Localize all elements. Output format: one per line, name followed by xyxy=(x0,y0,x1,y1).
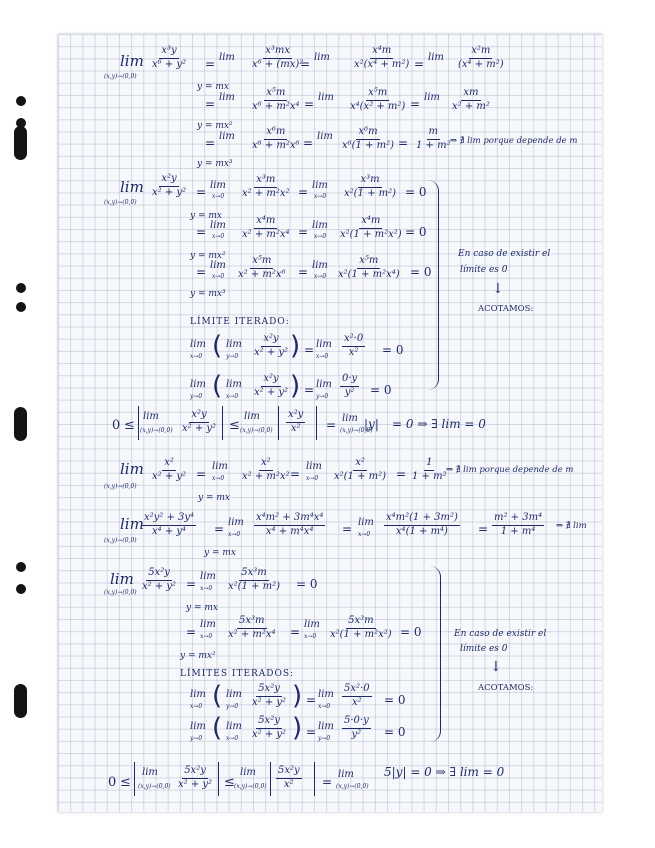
inner-limit-sub: y→0 xyxy=(226,703,239,710)
ex5-r1-0: $\frac{\text{5x³m}}{\text{x²(1 + m²)}}$ xyxy=(228,567,281,592)
ex2-bound-g: $\frac{\text{x²y}}{\text{x²}}$ xyxy=(288,409,304,434)
inner-limit-sub: x→0 xyxy=(226,393,239,400)
ex1-sub: (x,y)→(0,0) xyxy=(104,73,137,80)
right-paren: ) xyxy=(290,331,301,361)
lim-label: lim xyxy=(358,517,374,528)
limit-subscript: x→0 xyxy=(304,633,317,640)
outer-limit-sub: y→0 xyxy=(190,393,203,400)
limit-subscript: (x,y)→(0,0) xyxy=(234,783,267,790)
ex2-r3-0: $\frac{\text{x⁵m}}{\text{x² + m²x⁶}}$ xyxy=(238,255,286,280)
lim-label: lim xyxy=(210,180,226,191)
lim-label: lim xyxy=(318,689,334,700)
binder-hole xyxy=(16,302,26,312)
ex4-r1: $\frac{\text{x⁴m²(1 + 3m²)}}{\text{x⁴(1 + m⁴)}}$ xyxy=(386,512,458,537)
ex1-eq: = xyxy=(205,57,216,71)
equals-sign: = xyxy=(414,57,425,71)
zero-result: = 0 xyxy=(296,577,318,591)
equals-sign: = xyxy=(306,693,317,707)
abs-bar xyxy=(134,762,135,796)
ex2-acotamos: ACOTAMOS: xyxy=(478,304,534,314)
lim-label: lim xyxy=(428,52,444,63)
lim-label: lim xyxy=(219,131,235,142)
le-sign: ≤ xyxy=(229,418,240,433)
lim-label: lim xyxy=(424,92,440,103)
ex3-r0: $\frac{\text{x²}}{\text{x² + m²x²}}$ xyxy=(242,457,290,482)
left-paren: ( xyxy=(212,331,223,361)
lim-label: lim xyxy=(212,461,228,472)
equals-sign: = xyxy=(306,725,317,739)
lim-label: lim xyxy=(312,180,328,191)
left-paren: ( xyxy=(212,713,223,743)
lim-label: lim xyxy=(240,767,256,778)
ex2-it2-inner: $\frac{\text{x²y}}{\text{x² + y²}}$ xyxy=(254,373,289,398)
ex3-sub: (x,y)→(0,0) xyxy=(104,483,137,490)
lim-label: lim xyxy=(143,411,159,422)
equals-sign: = xyxy=(196,265,207,279)
right-paren: ) xyxy=(290,371,301,401)
ex3-lim: lim xyxy=(120,460,144,478)
limit-subscript: x→0 xyxy=(314,233,327,240)
ex5-r2-1: $\frac{\text{5x³m}}{\text{x²(1 + m²x²)}}$ xyxy=(330,615,392,640)
left-paren: ( xyxy=(212,371,223,401)
ex2-path2: y = mx² xyxy=(190,251,226,261)
ex2-r2-0: $\frac{\text{x⁴m}}{\text{x² + m²x⁴}}$ xyxy=(242,215,290,240)
abs-bar xyxy=(270,762,271,796)
lim-label: lim xyxy=(190,721,206,732)
down-arrow-icon: ↓ xyxy=(490,659,502,675)
limit-subscript: x→0 xyxy=(200,585,213,592)
ex1-conclusion: ⇒ ∄ lim porque depende de m xyxy=(450,136,578,146)
ex4-path: y = mx xyxy=(204,548,236,558)
ex5-bound-g: $\frac{\text{5x²y}}{\text{x²}}$ xyxy=(278,765,300,790)
ex2-r1-0: $\frac{\text{x³m}}{\text{x² + m²x²}}$ xyxy=(242,174,290,199)
lim-label: lim xyxy=(226,689,242,700)
outer-limit-sub: y→0 xyxy=(316,393,329,400)
ex2-r1-1: $\frac{\text{x³m}}{\text{x²(1 + m²)}}$ xyxy=(344,174,397,199)
ex1-path3: y = mx³ xyxy=(197,159,233,169)
binder-hole xyxy=(14,126,27,160)
zero-result: = 0 xyxy=(384,725,406,739)
abs-bar xyxy=(278,406,279,440)
ex3-r1: $\frac{\text{x²}}{\text{x²(1 + m²)}}$ xyxy=(334,457,387,482)
equals-sign: = xyxy=(298,265,309,279)
ex1-r1-lim: lim xyxy=(219,52,235,63)
ex2-brace xyxy=(428,180,439,390)
binder-hole xyxy=(16,283,26,293)
ex2-it2-result: $\frac{0\cdot y}{\text{y²}}$ xyxy=(342,373,358,398)
limit-subscript: x→0 xyxy=(212,273,225,280)
abs-bar xyxy=(222,406,223,440)
ex2-lim: lim xyxy=(120,178,144,196)
equals-sign: = xyxy=(290,625,301,639)
abs-y: |y| xyxy=(364,417,379,431)
lim-label: lim xyxy=(318,721,334,732)
equals-sign: = xyxy=(186,577,197,591)
lim-label: lim xyxy=(244,411,260,422)
lim-label: lim xyxy=(316,379,332,390)
equals-sign: = xyxy=(290,467,301,481)
down-arrow-icon: ↓ xyxy=(492,281,504,297)
lim-label: lim xyxy=(306,461,322,472)
ex2-note-line2: límite es 0 xyxy=(460,265,508,275)
ex5-path2: y = mx² xyxy=(180,651,216,661)
binder-hole xyxy=(16,96,26,106)
abs-bar xyxy=(138,406,139,440)
equals-sign: = xyxy=(298,225,309,239)
ex1-path2: y = mx² xyxy=(197,121,233,131)
ex2-path3: y = mx³ xyxy=(190,289,226,299)
ex4-function: $\frac{\text{x²y² + 3y⁴}}{\text{x⁴ + y⁴}}$ xyxy=(144,512,195,537)
ex5-it2-result: $\frac{5\cdot 0\cdot y}{\text{y²}}$ xyxy=(344,715,369,740)
limit-subscript: x→0 xyxy=(314,273,327,280)
equals-sign: = xyxy=(396,467,407,481)
abs-bar xyxy=(316,406,317,440)
lim-label: lim xyxy=(317,131,333,142)
limit-subscript: x→0 xyxy=(314,193,327,200)
equals-sign: = xyxy=(196,467,207,481)
ex3-conclusion: ⇒ ∄ lim porque depende de m xyxy=(446,465,574,475)
ex1-function: $\frac{\text{x³y}}{\text{x⁶ + y²}}$ xyxy=(152,45,187,70)
equals-sign: = xyxy=(196,185,207,199)
lim-label: lim xyxy=(200,619,216,630)
lim-label: lim xyxy=(342,413,358,424)
ex1-lim: lim xyxy=(120,52,144,70)
ex4-conclusion: ⇒ ∄ lim xyxy=(556,521,587,531)
lim-label: lim xyxy=(190,339,206,350)
ex5-sub: (x,y)→(0,0) xyxy=(104,589,137,596)
equals-sign: = xyxy=(300,57,311,71)
ex5-acotamos: ACOTAMOS: xyxy=(478,683,534,693)
lim-label: lim xyxy=(200,571,216,582)
zero-result: = 0 xyxy=(382,343,404,357)
equals-sign: = xyxy=(326,418,337,432)
outer-limit-sub: y→0 xyxy=(190,735,203,742)
ex5-function: $\frac{\text{5x²y}}{\text{x² + y²}}$ xyxy=(142,567,177,592)
ex5-note-line1: En caso de existir el xyxy=(454,629,547,639)
ex5-lim: lim xyxy=(110,570,134,588)
ex5-note-line2: límite es 0 xyxy=(460,644,508,654)
ex2-iter-title: LÍMITE ITERADO: xyxy=(190,317,290,327)
ex2-bound-conclusion: = 0 ⇒ ∃ lim = 0 xyxy=(392,417,486,431)
lim-label: lim xyxy=(226,721,242,732)
ex5-iter-title: LÍMITES ITERADOS: xyxy=(180,669,295,679)
bound-zero: 0 xyxy=(112,418,121,433)
lim-label: lim xyxy=(318,92,334,103)
outer-limit-sub: y→0 xyxy=(318,735,331,742)
binder-hole xyxy=(14,407,27,441)
right-paren: ) xyxy=(292,713,303,743)
equals-sign: = xyxy=(478,522,489,536)
ex1-r2-2: $\frac{xm}{\text{x² + m²}}$ xyxy=(452,87,490,112)
zero-result: = 0 xyxy=(410,265,432,279)
ex2-note-line1: En caso de existir el xyxy=(458,249,551,259)
abs-bar xyxy=(314,762,315,796)
zero-result: = 0 xyxy=(370,383,392,397)
lim-label: lim xyxy=(226,339,242,350)
ex2-it1-inner: $\frac{\text{x²y}}{\text{x² + y²}}$ xyxy=(254,333,289,358)
le-sign: ≤ xyxy=(124,418,135,433)
abs-bar xyxy=(218,762,219,796)
ex5-it2-inner: $\frac{\text{5x²y}}{\text{x² + y²}}$ xyxy=(252,715,287,740)
ex2-bound-f: $\frac{\text{x²y}}{\text{x² + y²}}$ xyxy=(182,409,217,434)
lim-label: lim xyxy=(190,379,206,390)
ex1-r3-0: $\frac{\text{x⁶m}}{\text{x⁶ + m²x⁶}}$ xyxy=(252,126,300,151)
equals-sign: = xyxy=(205,136,216,150)
lim-label: lim xyxy=(219,92,235,103)
lim-label: lim xyxy=(210,260,226,271)
ex3-r2: $\frac{1}{\text{1 + m²}}$ xyxy=(412,457,447,482)
limit-subscript: x→0 xyxy=(212,193,225,200)
ex2-path1: y = mx xyxy=(190,211,222,221)
lim-label: lim xyxy=(226,379,242,390)
lim-label: lim xyxy=(316,339,332,350)
equals-sign: = xyxy=(398,136,409,150)
outer-limit-sub: x→0 xyxy=(190,703,203,710)
lim-label: lim xyxy=(312,260,328,271)
limit-subscript: x→0 xyxy=(306,475,319,482)
ex2-function: $\frac{\text{x²y}}{\text{x² + y²}}$ xyxy=(152,173,187,198)
lim-label: lim xyxy=(228,517,244,528)
lim-label: lim xyxy=(304,619,320,630)
ex4-lim: lim xyxy=(120,515,144,533)
ex5-r2-0: $\frac{\text{5x³m}}{\text{x² + m²x⁴}}$ xyxy=(228,615,276,640)
ex3-function: $\frac{\text{x²}}{\text{x² + y²}}$ xyxy=(152,457,187,482)
equals-sign: = xyxy=(304,343,315,357)
zero-result: = 0 xyxy=(405,225,427,239)
le-sign: ≤ xyxy=(120,775,131,790)
left-paren: ( xyxy=(212,681,223,711)
bound-zero: 0 xyxy=(108,775,117,790)
ex4-sub: (x,y)→(0,0) xyxy=(104,537,137,544)
equals-sign: = xyxy=(303,136,314,150)
lim-label: lim xyxy=(210,220,226,231)
binder-hole xyxy=(16,562,26,572)
equals-sign: = xyxy=(186,625,197,639)
lim-label: lim xyxy=(312,220,328,231)
outer-limit-sub: x→0 xyxy=(318,703,331,710)
limit-subscript: (x,y)→(0,0) xyxy=(140,427,173,434)
equals-sign: = xyxy=(214,522,225,536)
ex5-it1-result: $\frac{\text{5x²·0}}{\text{x²}}$ xyxy=(344,683,370,708)
limit-subscript: x→0 xyxy=(212,475,225,482)
equals-sign: = xyxy=(304,383,315,397)
equals-sign: = xyxy=(342,522,353,536)
ex1-r2-1: $\frac{\text{x⁵m}}{\text{x⁴(x² + m²)}}$ xyxy=(350,87,406,112)
limit-subscript: (x,y)→(0,0) xyxy=(240,427,273,434)
ex4-r2: $\frac{\text{m² + 3m⁴}}{\text{1 + m⁴}}$ xyxy=(494,512,543,537)
binder-hole xyxy=(14,684,27,718)
outer-limit-sub: x→0 xyxy=(316,353,329,360)
ex5-path1: y = mx xyxy=(186,603,218,613)
binder-hole xyxy=(16,584,26,594)
ex1-r1-0: $\frac{\text{x³mx}}{\text{x⁶ + (mx)²}}$ xyxy=(252,45,304,70)
equals-sign: = xyxy=(196,225,207,239)
equals-sign: = xyxy=(304,97,315,111)
ex1-r3-1: $\frac{\text{x⁶m}}{\text{x⁶(1 + m²)}}$ xyxy=(342,126,395,151)
lim-label: lim xyxy=(190,689,206,700)
right-paren: ) xyxy=(292,681,303,711)
equals-sign: = xyxy=(322,775,333,789)
equals-sign: = xyxy=(298,185,309,199)
inner-limit-sub: x→0 xyxy=(226,735,239,742)
outer-limit-sub: x→0 xyxy=(190,353,203,360)
ex2-sub: (x,y)→(0,0) xyxy=(104,199,137,206)
limit-subscript: x→0 xyxy=(212,233,225,240)
le-sign: ≤ xyxy=(224,775,235,790)
ex2-it1-result: $\frac{\text{x²·0}}{\text{x²}}$ xyxy=(344,333,364,358)
ex2-r3-1: $\frac{\text{x⁵m}}{\text{x²(1 + m²x⁴)}}$ xyxy=(338,255,400,280)
ex5-bound-f: $\frac{\text{5x²y}}{\text{x² + y²}}$ xyxy=(178,765,213,790)
lim-label: lim xyxy=(314,52,330,63)
ex1-r1-1: $\frac{\text{x⁴m}}{\text{x²(x⁴ + m²)}}$ xyxy=(354,45,410,70)
ex5-it1-inner: $\frac{\text{5x²y}}{\text{x² + y²}}$ xyxy=(252,683,287,708)
lim-label: lim xyxy=(142,767,158,778)
ex4-r0: $\frac{\text{x⁴m² + 3m⁴x⁴}}{\text{x⁴ + m⁴x⁴}}$ xyxy=(256,512,324,537)
limit-subscript: x→0 xyxy=(200,633,213,640)
ex1-r1-2: $\frac{\text{x²m}}{\text{(x⁴ + m²)}}$ xyxy=(458,45,504,70)
ex2-r2-1: $\frac{\text{x⁴m}}{\text{x²(1 + m²x²)}}$ xyxy=(340,215,402,240)
inner-limit-sub: y→0 xyxy=(226,353,239,360)
limit-subscript: x→0 xyxy=(358,531,371,538)
ex1-r2-0: $\frac{\text{x⁵m}}{\text{x⁶ + m²x⁴}}$ xyxy=(252,87,300,112)
ex1-path1: y = mx xyxy=(197,82,229,92)
limit-subscript: (x,y)→(0,0) xyxy=(336,783,369,790)
ex5-brace xyxy=(430,566,441,742)
zero-result: = 0 xyxy=(400,625,422,639)
zero-result: = 0 xyxy=(405,185,427,199)
lim-label: lim xyxy=(338,769,354,780)
equals-sign: = xyxy=(410,97,421,111)
ex5-bound-conclusion: 5|y| = 0 ⇒ ∃ lim = 0 xyxy=(384,765,505,779)
limit-subscript: (x,y)→(0,0) xyxy=(138,783,171,790)
zero-result: = 0 xyxy=(384,693,406,707)
limit-subscript: x→0 xyxy=(228,531,241,538)
limit-subscript: (x,y)→(0,0) xyxy=(340,427,373,434)
equals-sign: = xyxy=(205,97,216,111)
ex3-path: y = mx xyxy=(198,493,230,503)
ex1-r3-2: $\frac{m}{\text{1 + m²}}$ xyxy=(416,126,451,151)
